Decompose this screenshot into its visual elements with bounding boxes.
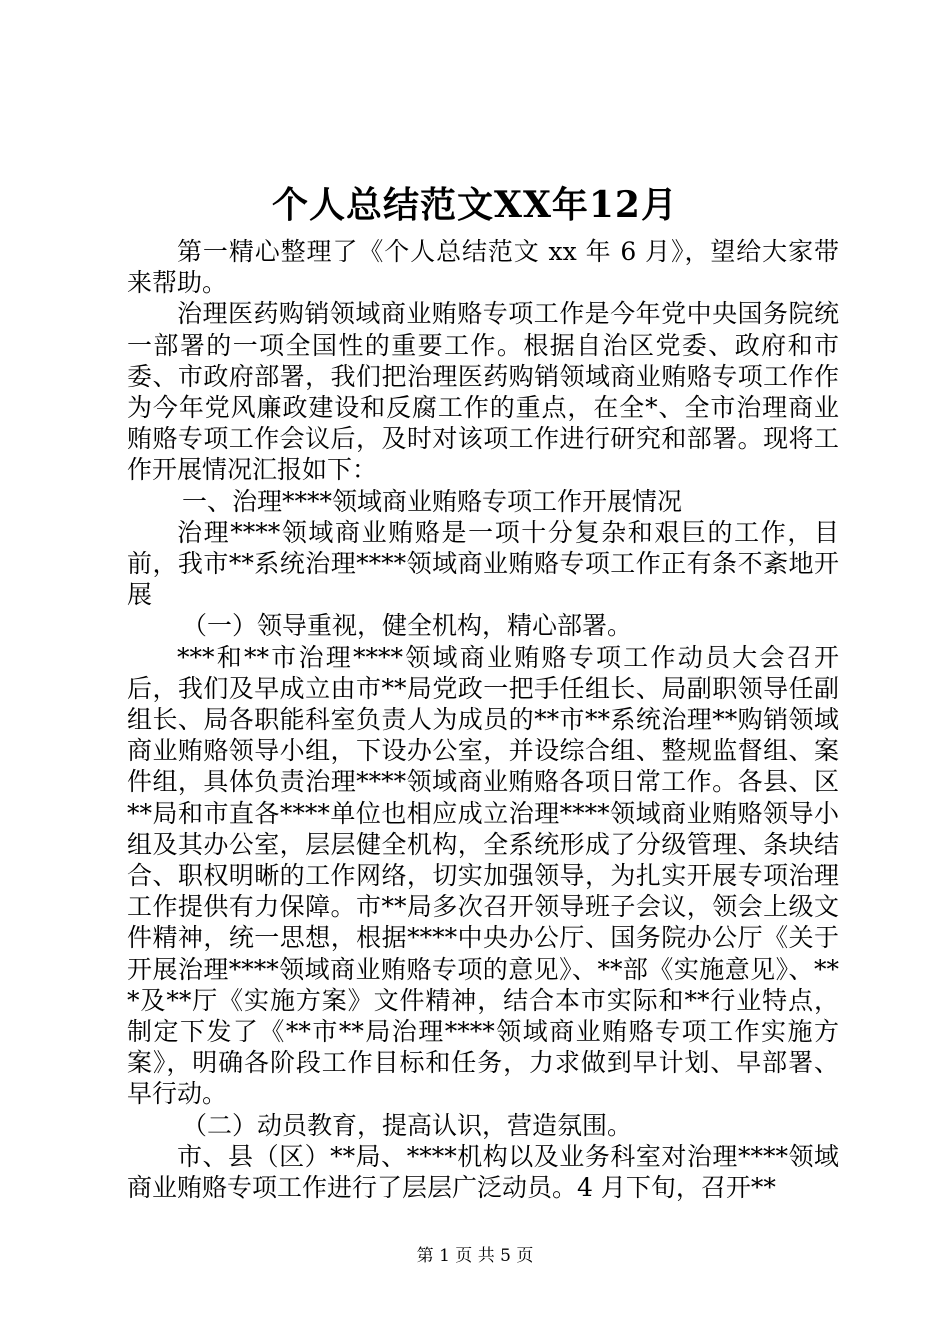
body-paragraph: 市、县（区）**局、****机构以及业务科室对治理****领域商业贿赂专项工作进行了层层广泛动员。4 月下旬，召开** bbox=[127, 1141, 839, 1203]
body-paragraph: ***和**市治理****领域商业贿赂专项工作动员大会召开后，我们及早成立由市**局党政一把手任组长、局副职领导任副组长、局各职能科室负责人为成员的**市**系统治理**购销领域商业贿赂领导小组，下设办公室，并设综合组、整规监督组、案件组，具体负责治理****领域商业贿赂各项日常工作。各县、区**局和市直各****单位也相应成立治理****领域商业贿赂领导小组及其办公室，层层健全机构，全系统形成了分级管理、条块结合、职权明晰的工作网络，切实加强领导，为扎实开展专项治理工作提供有力保障。市**局多次召开领导班子会议，领会上级文件精神，统一思想，根据****中央办公厅、国务院办公厅《关于开展治理****领域商业贿赂专项的意见》、**部《实施意见》、***及**厅《实施方案》文件精神，结合本市实际和**行业特点，制定下发了《**市**局治理****领域商业贿赂专项工作实施方案》，明确各阶段工作目标和任务，力求做到早计划、早部署、早行动。 bbox=[127, 642, 839, 1109]
page-footer: 第 1 页 共 5 页 bbox=[416, 1246, 534, 1266]
document-body bbox=[127, 236, 839, 1203]
body-paragraph: 治理医药购销领域商业贿赂专项工作是今年党中央国务院统一部署的一项全国性的重要工作。根据自治区党委、政府和市委、市政府部署，我们把治理医药购销领域商业贿赂专项工作作为今年党风廉政建设和反腐工作的重点，在全*、全市治理商业贿赂专项工作会议后，及时对该项工作进行研究和部署。现将工作开展情况汇报如下： bbox=[127, 299, 839, 485]
body-paragraph: 治理****领域商业贿赂是一项十分复杂和艰巨的工作，目前，我市**系统治理****领域商业贿赂专项工作正有条不紊地开展 bbox=[127, 517, 839, 610]
document-title: 个人总结范文XX年12月 bbox=[272, 184, 678, 226]
subsection-heading: （二）动员教育，提高认识，营造氛围。 bbox=[182, 1110, 633, 1140]
intro-paragraph: 第一精心整理了《个人总结范文 xx 年 6 月》，望给大家带来帮助。 bbox=[127, 237, 839, 298]
subsection-heading: （一）领导重视，健全机构，精心部署。 bbox=[182, 611, 633, 641]
section-heading: 一、治理****领域商业贿赂专项工作开展情况 bbox=[182, 486, 683, 516]
